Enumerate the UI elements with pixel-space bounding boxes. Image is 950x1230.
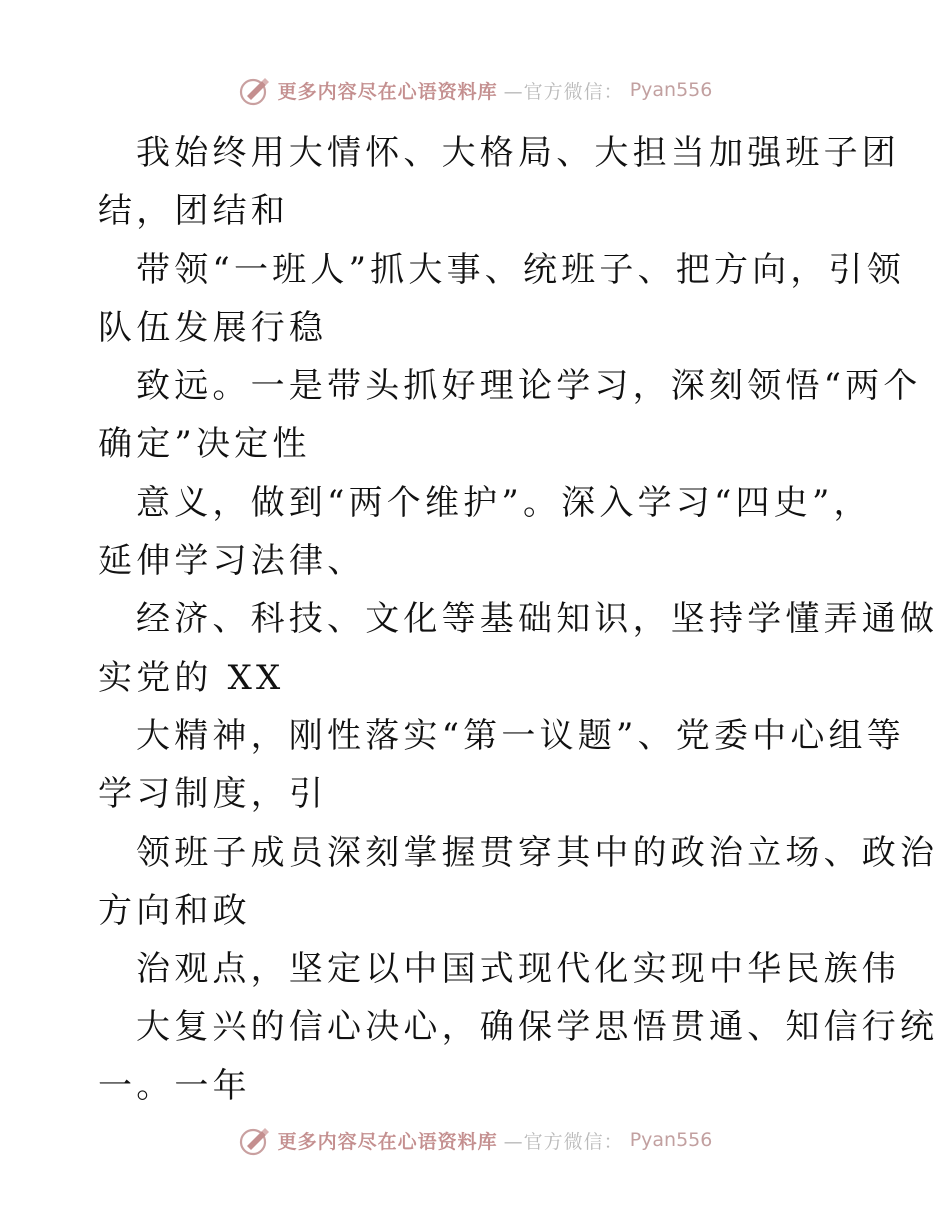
- text-line: 一。一年: [98, 1065, 251, 1106]
- text-line: 学习制度，引: [98, 774, 328, 815]
- text-line: 经济、科技、文化等基础知识，坚持学懂弄通做: [136, 599, 939, 640]
- text-line: 实党的 XX: [98, 657, 285, 698]
- watermark-wechat-label: —官方微信：: [503, 1130, 624, 1153]
- watermark-wechat-label: —官方微信：: [503, 80, 624, 103]
- text-line: 致远。一是带头抓好理论学习，深刻领悟“两个: [136, 366, 922, 407]
- text-line: 延伸学习法律、: [98, 541, 366, 582]
- watermark-site-name: 更多内容尽在心语资料库: [277, 1130, 498, 1153]
- watermark-contact-id: Pyan556: [629, 1129, 713, 1151]
- text-line: 治观点，坚定以中国式现代化实现中华民族伟: [136, 949, 900, 990]
- text-line: 方向和政: [98, 890, 251, 931]
- text-line: 领班子成员深刻掌握贯穿其中的政治立场、政治: [136, 832, 939, 873]
- text-line: 我始终用大情怀、大格局、大担当加强班子团: [136, 133, 900, 173]
- pen-logo-icon: [238, 73, 272, 107]
- text-line: 带领“一班人”抓大事、统班子、把方向，引领: [136, 249, 905, 290]
- watermark-contact-id: Pyan556: [629, 79, 713, 101]
- pen-logo-icon: [238, 1123, 272, 1157]
- text-line: 确定”决定性: [98, 424, 311, 465]
- document-body: [98, 124, 939, 1115]
- text-line: 大复兴的信心决心，确保学思悟贯通、知信行统: [136, 1007, 939, 1048]
- footer-watermark: [0, 1120, 950, 1160]
- watermark-site-name: 更多内容尽在心语资料库: [277, 80, 498, 103]
- text-line: 队伍发展行稳: [98, 307, 328, 348]
- text-line: 大精神，刚性落实“第一议题”、党委中心组等: [136, 715, 905, 756]
- text-line: 结，团结和: [98, 191, 289, 232]
- text-line: 意义，做到“两个维护”。深入学习“四史”，: [136, 482, 872, 523]
- header-watermark: [0, 70, 950, 110]
